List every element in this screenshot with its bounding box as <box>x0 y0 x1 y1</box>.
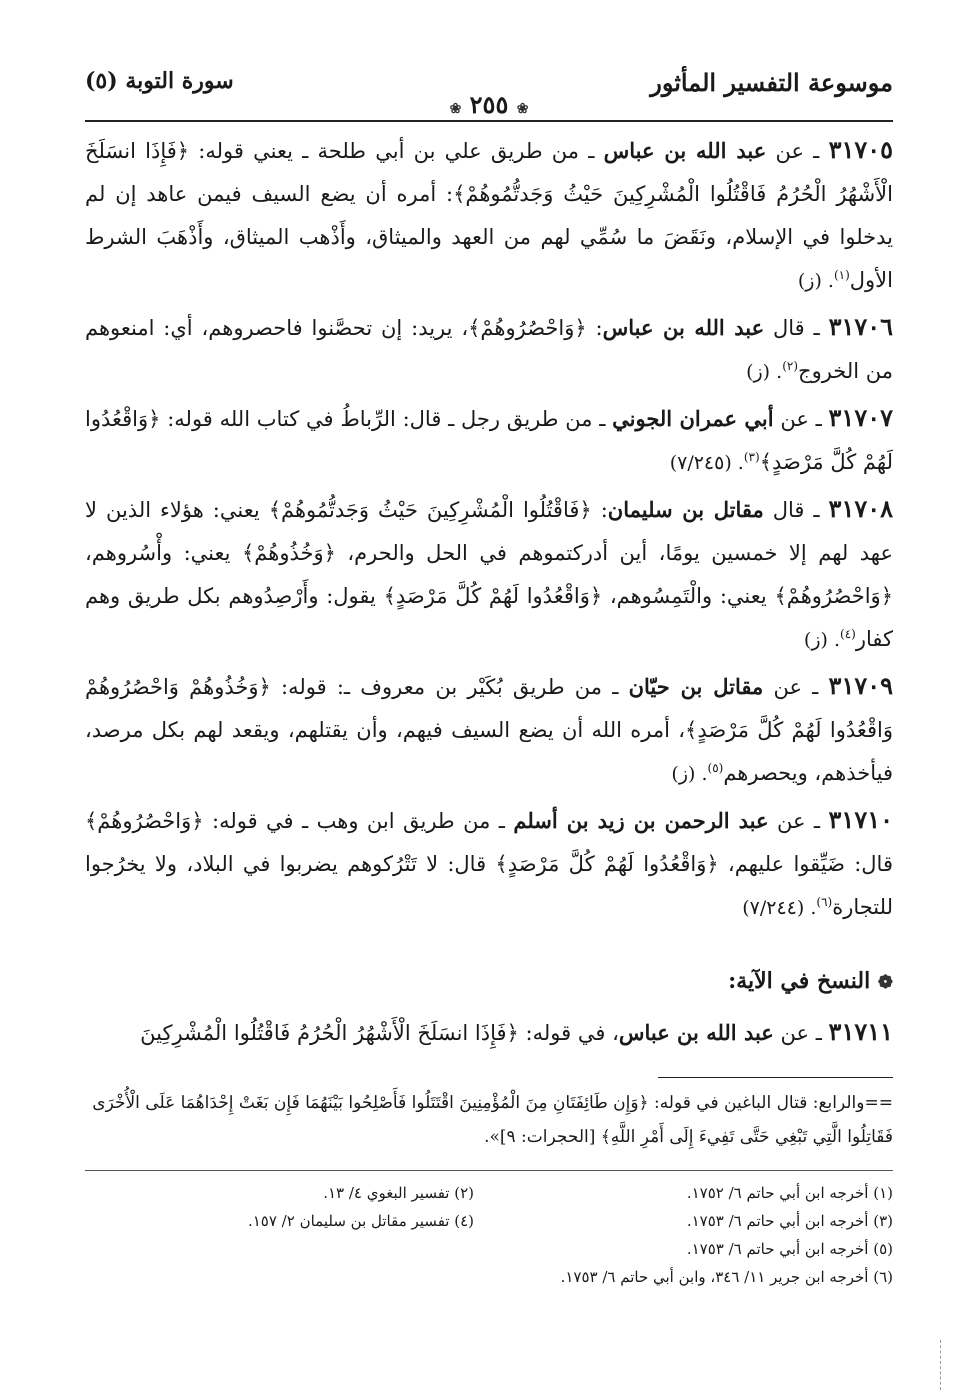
chain-text: ـ من طريق رجل ـ قال: الرِّباطُ في كتاب الله قوله: <box>160 407 613 431</box>
continuation-text: والرابع: قتال الباغين في قوله: <box>648 1093 865 1113</box>
footnotes <box>85 1179 893 1291</box>
footnote-marker[interactable]: (٥) <box>707 761 724 775</box>
entry <box>85 1010 893 1055</box>
footnote: (٦) أخرجه ابن جرير ١١/ ٣٤٦، وابن أبي حاتم ٦/ ١٧٥٣. <box>560 1268 893 1286</box>
quran-quote: ﴿وَاحْصُرُوهُمْ﴾ <box>468 316 587 340</box>
entry-number: ٣١٧١٠ <box>828 805 893 834</box>
entry-prefix: ـ عن <box>768 809 829 833</box>
narrator-name: عبد الله بن عباس <box>618 1020 774 1045</box>
footnote-divider <box>658 1077 893 1078</box>
entry <box>85 305 893 394</box>
footnotes-divider <box>85 1170 893 1171</box>
chain-text: ـ من طريق بُكَيْر بن معروف ـ: قوله: <box>270 675 629 699</box>
section-heading <box>85 960 893 1004</box>
entry-ref: . (ز) <box>797 270 834 292</box>
narrator-name: عبد الرحمن بن زيد بن أسلم <box>513 808 769 833</box>
footnote-marker[interactable]: (٤) <box>840 627 856 641</box>
chain-text: ـ من طريق ابن وهب ـ في قوله: <box>203 809 514 833</box>
entry-number: ٣١٧٠٧ <box>828 403 893 432</box>
entry-number: ٣١٧٠٥ <box>828 135 894 164</box>
entry <box>85 396 893 485</box>
quran-quote: ﴿فَإِذَا انسَلَخَ الْأَشْهُرُ الْحُرُمُ فَاقْتُلُوا الْمُشْرِكِينَ حَيْثُ وَجَدتُّمُوهُمْ﴾ <box>85 139 893 206</box>
entry-text: ، أمره الله أن يضع السيف فيهم، وأن يقتلهم، ويقعد لهم بكل مرصد، فيأخذهم، ويحصرهم <box>85 718 893 785</box>
entry-text: يعني: هؤلاء الذين لا عهد لهم إلا خمسين يومًا، أين أدركتموهم في الحل والحرم، ﴿وَخُذُوهُمْ﴾ يعني: وأْسُروهم، ﴿وَاحْصُرُوهُمْ﴾ يعني: والْتَمِسُوهم، ﴿وَاقْعُدُوا لَهُمْ كُلَّ مَرْصَدٍ﴾ يقول: وأَرْصِدُوهم بكل طريق وهم كفار <box>85 498 893 651</box>
header-rule <box>85 120 893 122</box>
section-heading-text: النسخ في الآية: <box>728 968 871 994</box>
quran-quote: ﴿وَخُذُوهُمْ وَاحْصُرُوهُمْ وَاقْعُدُوا لَهُمْ كُلَّ مَرْصَدٍ﴾ <box>85 675 893 742</box>
main-text <box>85 128 893 1055</box>
quran-quote: ﴿وَاحْصُرُوهُمْ﴾ <box>85 809 204 833</box>
ornament-right-icon: ❀ <box>516 101 529 117</box>
footnote: (٤) تفسير مقاتل بن سليمان ٢/ ١٥٧. <box>247 1212 474 1230</box>
running-header <box>85 58 893 128</box>
entry-number: ٣١٧٠٦ <box>828 312 894 341</box>
entry-text: : أمره أن يضع السيف فيمن عاهد إن لم يدخلوا في الإسلام، ونَقَضَ ما سُمِّي لهم من العهد والميثاق، وأَذْهب الميثاق، وأَذْهَبَ الشرط الأول <box>85 182 893 292</box>
chain-text: ، في قوله: <box>518 1021 619 1045</box>
narrator-name: مقاتل بن سليمان <box>607 497 764 522</box>
entry <box>85 128 893 303</box>
entry-prefix: ـ قال <box>764 316 829 340</box>
entry-ref: . (ز) <box>671 763 708 785</box>
entry-prefix: ـ عن <box>773 407 829 431</box>
footnote-marker[interactable]: (١) <box>833 268 850 282</box>
narrator-name: عبد الله بن عباس <box>602 315 765 340</box>
footnote: (٣) أخرجه ابن أبي حاتم ٦/ ١٧٥٣. <box>686 1212 893 1230</box>
footnote-marker[interactable]: (٣) <box>743 450 760 464</box>
margin-mark <box>940 1340 942 1390</box>
entry <box>85 487 893 662</box>
page-number-block <box>450 90 529 119</box>
quran-quote: ﴿وَاقْعُدُوا لَهُمْ كُلَّ مَرْصَدٍ﴾ <box>85 407 893 474</box>
entry-prefix: ـ قال <box>763 498 829 522</box>
chain-text: : <box>591 498 608 522</box>
entry-text: ، يريد: إن تحصَّنوا فاحصروهم، أي: امنعوهم من الخروج <box>85 316 893 383</box>
entry-prefix: ـ عن <box>766 139 829 163</box>
flower-ornament-icon: ❁ <box>877 972 893 993</box>
narrator-name: عبد الله بن عباس <box>603 138 767 163</box>
narrator-name: مقاتل بن حيّان <box>628 674 764 699</box>
entry-text: قال: ضَيِّقوا عليهم، ﴿وَاقْعُدُوا لَهُمْ كُلَّ مَرْصَدٍ﴾ قال: لا تَتْرُكوهم يضربوا في البلاد، ولا يخرُجوا للتجارة <box>85 852 893 919</box>
quran-quote: ﴿فَإِذَا انسَلَخَ الْأَشْهُرُ الْحُرُمُ فَاقْتُلُوا الْمُشْرِكِينَ <box>140 1021 519 1045</box>
entry-number: ٣١٧٠٩ <box>828 671 893 700</box>
continuation-marker: == <box>864 1093 893 1113</box>
book-title: موسوعة التفسير المأثور <box>650 68 893 97</box>
footnote: (٢) تفسير البغوي ٤/ ١٣. <box>323 1184 474 1202</box>
footnote: (١) أخرجه ابن أبي حاتم ٦/ ١٧٥٢. <box>686 1184 893 1202</box>
page <box>85 58 893 1373</box>
narrator-name: أبي عمران الجوني <box>612 406 774 431</box>
surah-title: سورة التوبة (٥) <box>85 68 234 94</box>
footnote-marker[interactable]: (٦) <box>816 895 833 909</box>
entry-ref: . (ز) <box>746 361 783 383</box>
entry <box>85 798 893 930</box>
footnote: (٥) أخرجه ابن أبي حاتم ٦/ ١٧٥٣. <box>686 1240 893 1258</box>
entry-number: ٣١٧٠٨ <box>828 494 893 523</box>
entry-ref: . (ز) <box>803 629 840 651</box>
quran-quote: ﴿فَاقْتُلُوا الْمُشْرِكِينَ حَيْثُ وَجَدتُّمُوهُمْ﴾ <box>268 498 592 522</box>
entry-prefix: ـ عن <box>763 675 829 699</box>
ornament-left-icon: ❀ <box>449 101 462 117</box>
entry-prefix: ـ عن <box>773 1021 829 1045</box>
page-number: ٢٥٥ <box>469 90 509 119</box>
continuation-ref: [الحجرات: ٩]». <box>484 1127 601 1147</box>
entry-ref: . (٧/٢٤٥) <box>669 452 744 474</box>
footnote-marker[interactable]: (٢) <box>782 359 799 373</box>
entry <box>85 664 893 796</box>
entry-number: ٣١٧١١ <box>828 1017 893 1046</box>
quran-quote: ﴿وَإِن طَائِفَتَانِ مِنَ الْمُؤْمِنِينَ اقْتَتَلُوا فَأَصْلِحُوا بَيْنَهُمَا فَإِن بَغَتْ إِحْدَاهُمَا عَلَى الْأُخْرَى فَقَاتِلُوا الَّتِي تَبْغِي حَتَّى تَفِيءَ إِلَى أَمْرِ اللَّهِ﴾ <box>92 1093 893 1147</box>
chain-text: ـ من طريق علي بن أبي طلحة ـ يعني قوله: <box>189 139 604 163</box>
chain-text: : <box>586 316 603 340</box>
continued-footnote <box>85 1086 893 1154</box>
entry-ref: . (٧/٢٤٤) <box>742 897 817 919</box>
